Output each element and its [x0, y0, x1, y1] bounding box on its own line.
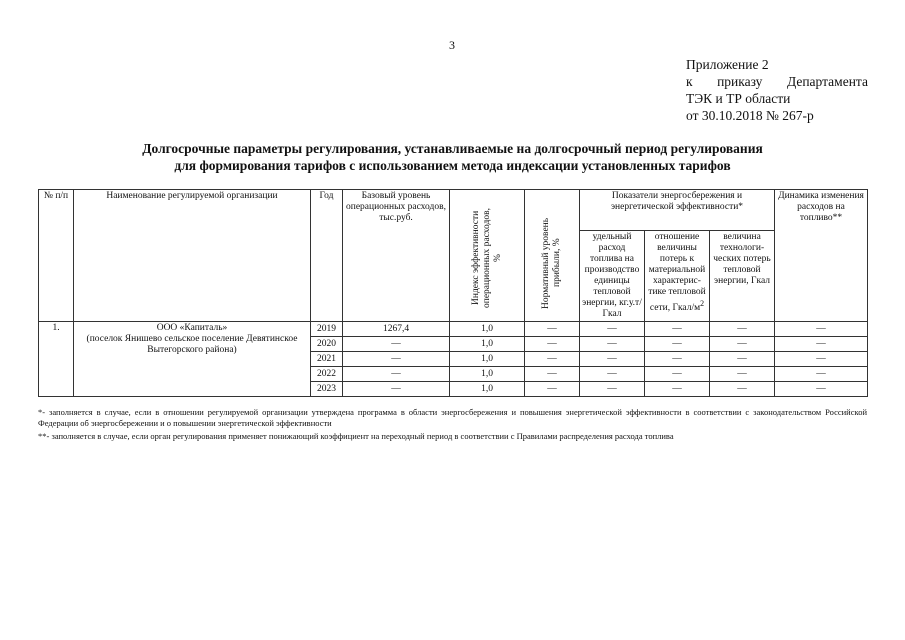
index-cell: 1,0: [450, 337, 525, 352]
header-energy-sub2: [645, 231, 710, 322]
base-cell: —: [343, 352, 450, 367]
profit-cell: —: [525, 352, 580, 367]
appendix-header: [686, 56, 868, 124]
energy1-cell: —: [580, 352, 645, 367]
appendix-line-2: [686, 73, 868, 90]
header-index: Индекс эффективности операционных расходов, %: [470, 208, 503, 308]
dynamics-cell: —: [775, 337, 868, 352]
profit-cell: —: [525, 382, 580, 397]
index-cell: 1,0: [450, 367, 525, 382]
energy3-cell: —: [710, 337, 775, 352]
page-number: 3: [449, 38, 455, 52]
profit-cell: —: [525, 367, 580, 382]
footnotes: [38, 407, 867, 442]
index-cell: 1,0: [450, 352, 525, 367]
title-line-2: для формирования тарифов с использованием метода индексации установленных тарифов: [174, 158, 731, 173]
header-energy-sub3: величина технологи-ческих потерь тепловой энергии, Гкал: [710, 231, 775, 322]
energy1-cell: —: [580, 382, 645, 397]
parameters-table: [38, 189, 868, 397]
dynamics-cell: —: [775, 367, 868, 382]
header-profit: Нормативный уровень прибыли, %: [541, 217, 562, 309]
profit-cell: —: [525, 337, 580, 352]
energy2-cell: —: [645, 382, 710, 397]
base-cell: —: [343, 382, 450, 397]
energy1-cell: —: [580, 337, 645, 352]
base-cell: 1267,4: [343, 322, 450, 337]
title-line-1: Долгосрочные параметры регулирования, устанавливаемые на долгосрочный период регулирования: [142, 141, 763, 156]
energy1-cell: —: [580, 367, 645, 382]
header-energy-sub1: удельный расход топлива на производство единицы тепловой энергии, кг.у.т/Гкал: [580, 231, 645, 322]
dynamics-cell: —: [775, 382, 868, 397]
header-year: Год: [311, 190, 343, 322]
energy2-cell: —: [645, 352, 710, 367]
header-name: Наименование регулируемой организации: [74, 190, 311, 322]
year-cell: 2022: [311, 367, 343, 382]
footnote-2: **- заполняется в случае, если орган регулирования применяет понижающий коэффициент на переходный период в соответствии с Правилами распределения расхода топлива: [38, 431, 674, 441]
base-cell: —: [343, 367, 450, 382]
index-cell: 1,0: [450, 322, 525, 337]
energy2-cell: —: [645, 337, 710, 352]
energy2-cell: —: [645, 322, 710, 337]
year-cell: 2023: [311, 382, 343, 397]
org-location: (поселок Янишево сельское поселение Девятинское Вытегорского района): [86, 334, 298, 355]
energy3-cell: —: [710, 382, 775, 397]
year-cell: 2019: [311, 322, 343, 337]
header-energy-group: Показатели энергосбережения и энергетической эффективности*: [580, 190, 775, 231]
energy3-cell: —: [710, 322, 775, 337]
org-name-cell: [74, 322, 311, 397]
index-cell: 1,0: [450, 382, 525, 397]
header-num: № п/п: [39, 190, 74, 322]
superscript: 2: [700, 299, 705, 308]
base-cell: —: [343, 337, 450, 352]
appendix-line-3: ТЭК и ТР области: [686, 91, 791, 106]
year-cell: 2020: [311, 337, 343, 352]
header-row: [39, 190, 868, 231]
appendix-word: приказу: [717, 74, 763, 89]
header-index-cell: [450, 190, 525, 322]
energy2-cell: —: [645, 367, 710, 382]
year-cell: 2021: [311, 352, 343, 367]
appendix-word: Департамента: [786, 74, 868, 89]
appendix-word: к: [686, 74, 693, 89]
org-number: 1.: [39, 322, 74, 397]
header-profit-cell: [525, 190, 580, 322]
appendix-line-1: Приложение 2: [686, 57, 769, 72]
energy3-cell: —: [710, 352, 775, 367]
profit-cell: —: [525, 322, 580, 337]
header-base: Базовый уровень операционных расходов, тыс.руб.: [343, 190, 450, 322]
document-title: [0, 140, 905, 174]
dynamics-cell: —: [775, 322, 868, 337]
dynamics-cell: —: [775, 352, 868, 367]
header-dynamics: Динамика изменения расходов на топливо**: [775, 190, 868, 322]
appendix-line-4: от 30.10.2018 № 267-р: [686, 108, 814, 123]
energy1-cell: —: [580, 322, 645, 337]
table-row: [39, 322, 868, 337]
footnote-1: *- заполняется в случае, если в отношении регулируемой организации утверждена программа в области энергосбережения и повышения энергетической эффективности в соответствии с законодательством Российской Федерации об энергосбережении и о повышении энергетической эффективности: [38, 407, 867, 428]
org-name: ООО «Капиталь»: [156, 323, 228, 333]
header-energy-sub2-text: отношение величины потерь к материальной характерис-тике тепловой сети, Гкал/м: [648, 232, 706, 314]
energy3-cell: —: [710, 367, 775, 382]
